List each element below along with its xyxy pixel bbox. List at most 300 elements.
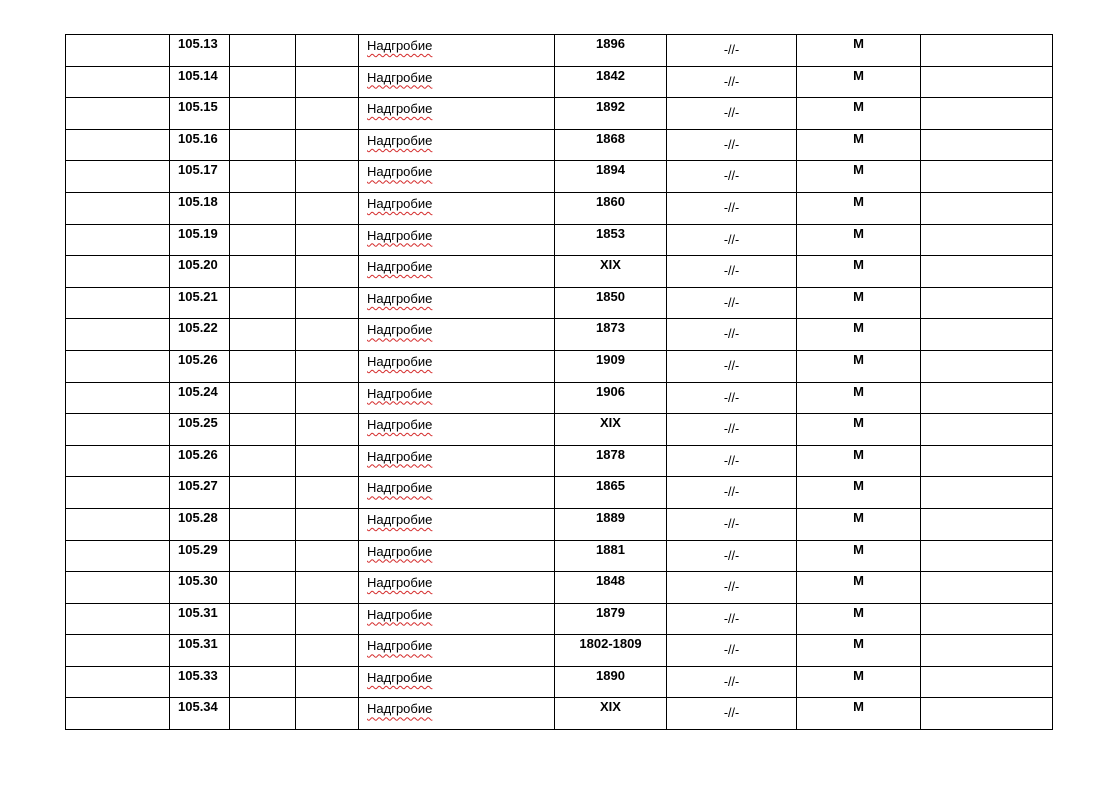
object-number-cell — [170, 414, 230, 446]
category-text: М — [853, 478, 864, 494]
table-row — [66, 192, 1053, 224]
blank-cell-2 — [230, 319, 296, 351]
ditto-cell — [667, 508, 797, 540]
date-text: 1802-1809 — [579, 636, 642, 652]
object-number-cell — [170, 635, 230, 667]
category-text: М — [853, 415, 864, 431]
category-text: М — [853, 509, 864, 525]
blank-cell-4 — [921, 382, 1053, 414]
blank-cell-2 — [230, 98, 296, 130]
blank-cell-1 — [66, 256, 170, 288]
object-number-text: 105.24 — [178, 383, 218, 399]
blank-cell-2 — [230, 666, 296, 698]
object-name-cell — [359, 635, 555, 667]
blank-cell-4 — [921, 35, 1053, 67]
table-row — [66, 603, 1053, 635]
ditto-text: -//- — [723, 422, 740, 437]
object-number-text: 105.28 — [178, 509, 218, 525]
ditto-text: -//- — [723, 580, 740, 595]
date-cell — [555, 445, 667, 477]
date-cell — [555, 382, 667, 414]
category-cell — [797, 350, 921, 382]
category-text: М — [853, 320, 864, 336]
category-text: М — [853, 257, 864, 273]
table-row — [66, 698, 1053, 730]
object-number-text: 105.18 — [178, 193, 218, 209]
object-name-text: Надгробие — [367, 417, 433, 433]
table-row — [66, 477, 1053, 509]
object-number-cell — [170, 319, 230, 351]
date-text: 1868 — [596, 130, 625, 146]
blank-cell-3 — [296, 161, 359, 193]
blank-cell-2 — [230, 508, 296, 540]
object-name-text: Надгробие — [367, 480, 433, 496]
blank-cell-2 — [230, 35, 296, 67]
date-text: 1909 — [596, 351, 625, 367]
table-row — [66, 414, 1053, 446]
object-name-text: Надгробие — [367, 543, 433, 559]
blank-cell-4 — [921, 508, 1053, 540]
blank-cell-1 — [66, 698, 170, 730]
blank-cell-3 — [296, 287, 359, 319]
date-cell — [555, 161, 667, 193]
category-text: М — [853, 36, 864, 51]
table-row — [66, 666, 1053, 698]
category-cell — [797, 572, 921, 604]
blank-cell-1 — [66, 508, 170, 540]
blank-cell-4 — [921, 414, 1053, 446]
object-name-text: Надгробие — [367, 38, 433, 53]
ditto-text: -//- — [723, 137, 740, 152]
object-number-text: 105.20 — [178, 257, 218, 273]
blank-cell-4 — [921, 98, 1053, 130]
blank-cell-3 — [296, 192, 359, 224]
table-row — [66, 382, 1053, 414]
blank-cell-4 — [921, 287, 1053, 319]
date-text: XIX — [600, 415, 621, 431]
object-name-cell — [359, 192, 555, 224]
object-number-cell — [170, 129, 230, 161]
object-number-text: 105.14 — [178, 67, 218, 83]
object-number-cell — [170, 572, 230, 604]
object-number-text: 105.27 — [178, 478, 218, 494]
blank-cell-3 — [296, 129, 359, 161]
blank-cell-1 — [66, 98, 170, 130]
ditto-cell — [667, 698, 797, 730]
category-cell — [797, 66, 921, 98]
category-text: М — [853, 604, 864, 620]
object-name-text: Надгробие — [367, 259, 433, 275]
ditto-cell — [667, 66, 797, 98]
category-cell — [797, 35, 921, 67]
object-name-cell — [359, 66, 555, 98]
object-number-text: 105.33 — [178, 667, 218, 683]
category-cell — [797, 192, 921, 224]
blank-cell-1 — [66, 224, 170, 256]
date-cell — [555, 477, 667, 509]
object-name-cell — [359, 698, 555, 730]
date-text: 1881 — [596, 541, 625, 557]
category-cell — [797, 508, 921, 540]
ditto-cell — [667, 666, 797, 698]
ditto-cell — [667, 319, 797, 351]
blank-cell-4 — [921, 192, 1053, 224]
ditto-cell — [667, 35, 797, 67]
date-text: 1865 — [596, 478, 625, 494]
blank-cell-1 — [66, 666, 170, 698]
date-cell — [555, 508, 667, 540]
category-text: М — [853, 383, 864, 399]
date-text: XIX — [600, 257, 621, 273]
ditto-text: -//- — [723, 516, 740, 531]
blank-cell-4 — [921, 572, 1053, 604]
object-number-cell — [170, 287, 230, 319]
date-cell — [555, 603, 667, 635]
blank-cell-3 — [296, 224, 359, 256]
category-text: М — [853, 541, 864, 557]
category-cell — [797, 98, 921, 130]
blank-cell-2 — [230, 382, 296, 414]
ditto-cell — [667, 224, 797, 256]
blank-cell-3 — [296, 35, 359, 67]
category-cell — [797, 414, 921, 446]
blank-cell-2 — [230, 129, 296, 161]
blank-cell-1 — [66, 382, 170, 414]
object-number-cell — [170, 540, 230, 572]
category-cell — [797, 635, 921, 667]
category-text: М — [853, 99, 864, 115]
blank-cell-1 — [66, 603, 170, 635]
object-number-text: 105.15 — [178, 99, 218, 115]
object-name-cell — [359, 129, 555, 161]
blank-cell-4 — [921, 350, 1053, 382]
blank-cell-2 — [230, 256, 296, 288]
blank-cell-3 — [296, 666, 359, 698]
blank-cell-1 — [66, 129, 170, 161]
object-number-text: 105.19 — [178, 225, 218, 241]
blank-cell-2 — [230, 161, 296, 193]
blank-cell-2 — [230, 224, 296, 256]
object-name-text: Надгробие — [367, 448, 433, 464]
blank-cell-4 — [921, 635, 1053, 667]
blank-cell-4 — [921, 603, 1053, 635]
object-number-text: 105.25 — [178, 415, 218, 431]
category-text: М — [853, 636, 864, 652]
object-number-text: 105.26 — [178, 446, 218, 462]
object-name-text: Надгробие — [367, 511, 433, 527]
blank-cell-3 — [296, 66, 359, 98]
object-name-cell — [359, 35, 555, 67]
object-number-text: 105.16 — [178, 130, 218, 146]
category-text: М — [853, 225, 864, 241]
date-cell — [555, 35, 667, 67]
object-number-cell — [170, 224, 230, 256]
blank-cell-3 — [296, 572, 359, 604]
table-row — [66, 540, 1053, 572]
object-name-text: Надгробие — [367, 164, 433, 180]
table-row — [66, 35, 1053, 67]
ditto-cell — [667, 129, 797, 161]
object-name-text: Надгробие — [367, 701, 433, 717]
table-row — [66, 66, 1053, 98]
ditto-text: -//- — [723, 169, 740, 184]
ditto-text: -//- — [723, 43, 740, 57]
blank-cell-3 — [296, 382, 359, 414]
category-cell — [797, 382, 921, 414]
object-number-cell — [170, 508, 230, 540]
ditto-text: -//- — [723, 706, 740, 721]
table-row — [66, 445, 1053, 477]
ditto-cell — [667, 98, 797, 130]
blank-cell-4 — [921, 698, 1053, 730]
blank-cell-1 — [66, 414, 170, 446]
object-number-cell — [170, 445, 230, 477]
date-text: 1894 — [596, 162, 625, 178]
date-cell — [555, 66, 667, 98]
ditto-cell — [667, 350, 797, 382]
date-text: 1892 — [596, 99, 625, 115]
table-row — [66, 319, 1053, 351]
blank-cell-3 — [296, 477, 359, 509]
date-text: 1848 — [596, 573, 625, 589]
object-name-cell — [359, 572, 555, 604]
blank-cell-4 — [921, 319, 1053, 351]
blank-cell-1 — [66, 161, 170, 193]
date-cell — [555, 666, 667, 698]
table-row — [66, 350, 1053, 382]
ditto-cell — [667, 287, 797, 319]
object-number-text: 105.26 — [178, 351, 218, 367]
date-text: 1896 — [596, 36, 625, 51]
blank-cell-1 — [66, 350, 170, 382]
object-number-text: 105.31 — [178, 604, 218, 620]
blank-cell-2 — [230, 603, 296, 635]
blank-cell-2 — [230, 350, 296, 382]
blank-cell-3 — [296, 319, 359, 351]
monuments-table — [65, 34, 1053, 730]
date-text: 1906 — [596, 383, 625, 399]
object-number-cell — [170, 382, 230, 414]
object-number-cell — [170, 603, 230, 635]
category-text: М — [853, 130, 864, 146]
ditto-cell — [667, 635, 797, 667]
table-row — [66, 224, 1053, 256]
ditto-cell — [667, 572, 797, 604]
ditto-text: -//- — [723, 358, 740, 373]
object-name-text: Надгробие — [367, 69, 433, 85]
date-cell — [555, 350, 667, 382]
date-cell — [555, 572, 667, 604]
blank-cell-2 — [230, 66, 296, 98]
object-name-text: Надгробие — [367, 101, 433, 117]
table-row — [66, 508, 1053, 540]
object-number-text: 105.22 — [178, 320, 218, 336]
category-cell — [797, 540, 921, 572]
object-name-text: Надгробие — [367, 195, 433, 211]
category-text: М — [853, 351, 864, 367]
ditto-text: -//- — [723, 548, 740, 563]
blank-cell-3 — [296, 698, 359, 730]
date-cell — [555, 414, 667, 446]
blank-cell-4 — [921, 666, 1053, 698]
blank-cell-3 — [296, 540, 359, 572]
date-cell — [555, 540, 667, 572]
table-row — [66, 98, 1053, 130]
object-name-text: Надгробие — [367, 606, 433, 622]
date-cell — [555, 192, 667, 224]
object-name-cell — [359, 382, 555, 414]
object-number-cell — [170, 350, 230, 382]
category-cell — [797, 161, 921, 193]
ditto-cell — [667, 603, 797, 635]
object-name-text: Надгробие — [367, 669, 433, 685]
blank-cell-3 — [296, 603, 359, 635]
object-number-text: 105.21 — [178, 288, 218, 304]
object-name-cell — [359, 540, 555, 572]
date-cell — [555, 224, 667, 256]
blank-cell-2 — [230, 445, 296, 477]
object-name-cell — [359, 224, 555, 256]
category-cell — [797, 666, 921, 698]
category-cell — [797, 603, 921, 635]
ditto-cell — [667, 161, 797, 193]
object-number-text: 105.31 — [178, 636, 218, 652]
date-cell — [555, 319, 667, 351]
date-text: 1890 — [596, 667, 625, 683]
ditto-text: -//- — [723, 264, 740, 279]
object-name-cell — [359, 350, 555, 382]
blank-cell-4 — [921, 256, 1053, 288]
blank-cell-3 — [296, 350, 359, 382]
object-number-text: 105.13 — [178, 36, 218, 51]
date-cell — [555, 287, 667, 319]
table-row — [66, 287, 1053, 319]
blank-cell-3 — [296, 414, 359, 446]
blank-cell-4 — [921, 66, 1053, 98]
table-body — [66, 35, 1053, 730]
category-cell — [797, 445, 921, 477]
date-cell — [555, 256, 667, 288]
object-name-cell — [359, 414, 555, 446]
category-cell — [797, 319, 921, 351]
ditto-text: -//- — [723, 611, 740, 626]
blank-cell-3 — [296, 445, 359, 477]
object-number-text: 105.17 — [178, 162, 218, 178]
blank-cell-2 — [230, 698, 296, 730]
blank-cell-1 — [66, 192, 170, 224]
object-number-cell — [170, 256, 230, 288]
object-name-text: Надгробие — [367, 385, 433, 401]
object-name-text: Надгробие — [367, 638, 433, 654]
object-number-text: 105.34 — [178, 699, 218, 715]
date-text: 1878 — [596, 446, 625, 462]
ditto-text: -//- — [723, 453, 740, 468]
blank-cell-1 — [66, 66, 170, 98]
object-name-cell — [359, 98, 555, 130]
ditto-text: -//- — [723, 232, 740, 247]
object-name-text: Надгробие — [367, 132, 433, 148]
object-number-cell — [170, 161, 230, 193]
date-text: 1850 — [596, 288, 625, 304]
ditto-cell — [667, 382, 797, 414]
object-name-cell — [359, 256, 555, 288]
table-row — [66, 161, 1053, 193]
ditto-cell — [667, 256, 797, 288]
object-name-text: Надгробие — [367, 227, 433, 243]
blank-cell-4 — [921, 540, 1053, 572]
category-text: М — [853, 573, 864, 589]
blank-cell-4 — [921, 477, 1053, 509]
ditto-text: -//- — [723, 74, 740, 89]
ditto-cell — [667, 414, 797, 446]
blank-cell-1 — [66, 635, 170, 667]
object-name-cell — [359, 319, 555, 351]
category-text: М — [853, 699, 864, 715]
date-cell — [555, 98, 667, 130]
blank-cell-3 — [296, 635, 359, 667]
date-text: 1879 — [596, 604, 625, 620]
ditto-text: -//- — [723, 643, 740, 658]
blank-cell-1 — [66, 287, 170, 319]
date-cell — [555, 698, 667, 730]
object-name-cell — [359, 445, 555, 477]
category-text: М — [853, 193, 864, 209]
object-number-cell — [170, 192, 230, 224]
category-cell — [797, 129, 921, 161]
blank-cell-1 — [66, 445, 170, 477]
blank-cell-1 — [66, 540, 170, 572]
category-text: М — [853, 67, 864, 83]
blank-cell-4 — [921, 224, 1053, 256]
table-row — [66, 635, 1053, 667]
blank-cell-2 — [230, 287, 296, 319]
object-name-cell — [359, 161, 555, 193]
object-name-text: Надгробие — [367, 353, 433, 369]
blank-cell-1 — [66, 35, 170, 67]
category-cell — [797, 256, 921, 288]
table-row — [66, 129, 1053, 161]
category-cell — [797, 224, 921, 256]
date-text: 1873 — [596, 320, 625, 336]
blank-cell-2 — [230, 572, 296, 604]
object-name-text: Надгробие — [367, 575, 433, 591]
blank-cell-2 — [230, 540, 296, 572]
blank-cell-2 — [230, 414, 296, 446]
category-text: М — [853, 162, 864, 178]
blank-cell-1 — [66, 477, 170, 509]
date-text: XIX — [600, 699, 621, 715]
ditto-text: -//- — [723, 295, 740, 310]
object-name-text: Надгробие — [367, 322, 433, 338]
object-name-cell — [359, 287, 555, 319]
table-row — [66, 256, 1053, 288]
blank-cell-4 — [921, 445, 1053, 477]
object-number-cell — [170, 666, 230, 698]
ditto-text: -//- — [723, 485, 740, 500]
category-text: М — [853, 288, 864, 304]
blank-cell-2 — [230, 635, 296, 667]
object-name-cell — [359, 666, 555, 698]
object-number-cell — [170, 66, 230, 98]
date-cell — [555, 635, 667, 667]
object-name-text: Надгробие — [367, 290, 433, 306]
ditto-text: -//- — [723, 327, 740, 342]
category-cell — [797, 287, 921, 319]
category-cell — [797, 698, 921, 730]
object-name-cell — [359, 477, 555, 509]
ditto-text: -//- — [723, 674, 740, 689]
date-text: 1842 — [596, 67, 625, 83]
